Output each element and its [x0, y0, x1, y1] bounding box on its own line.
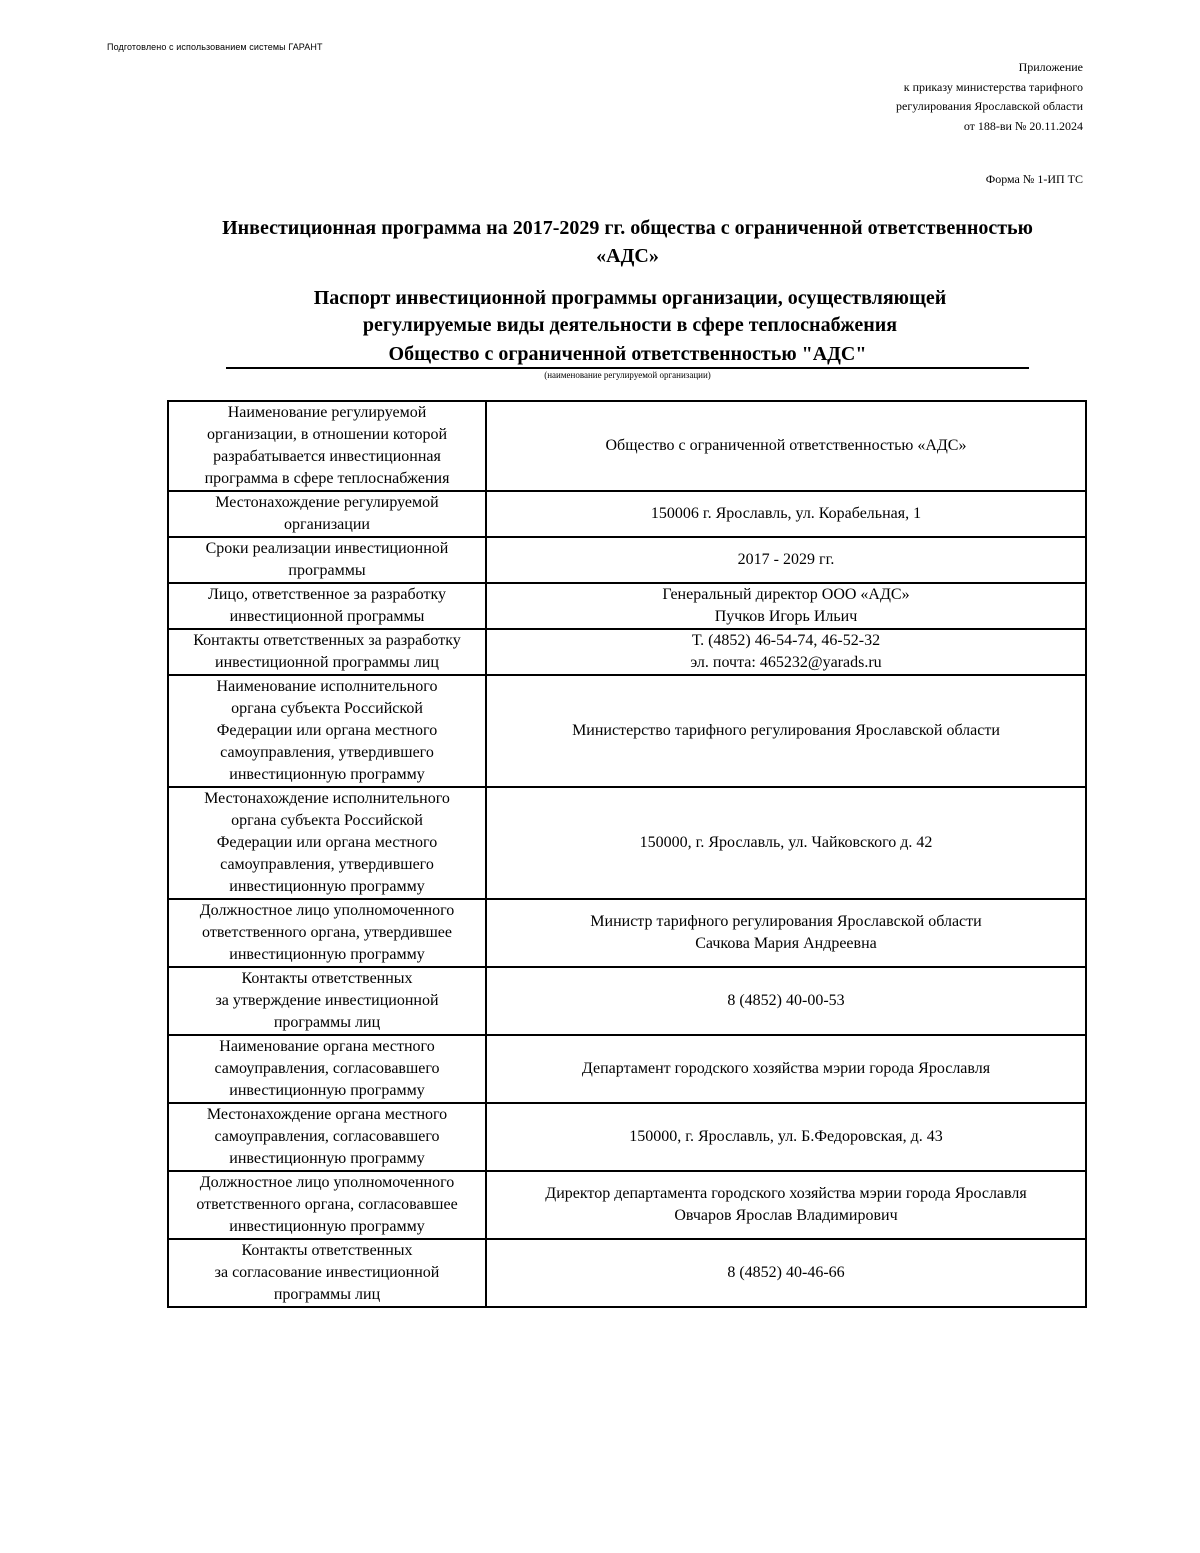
label-line: организации, в отношении которой	[207, 426, 447, 443]
label-line: Контакты ответственных	[241, 1242, 413, 1259]
label-line: за утверждение инвестиционной	[215, 992, 439, 1009]
row-label-cell	[168, 1239, 486, 1307]
row-label-cell	[168, 1171, 486, 1239]
label-line: инвестиционную программу	[229, 946, 425, 963]
row-value-cell	[486, 1171, 1086, 1239]
row-label-cell	[168, 1035, 486, 1103]
table-row	[168, 1239, 1086, 1307]
title-line: регулируемые виды деятельности в сфере теплоснабжения	[362, 314, 898, 336]
value-line: эл. почта: 465232@yarads.ru	[690, 654, 882, 671]
table-row	[168, 1035, 1086, 1103]
label-line: программы	[288, 562, 366, 579]
row-label-cell	[168, 401, 486, 491]
label-line: инвестиционную программу	[229, 1082, 425, 1099]
label-line: Контакты ответственных	[241, 970, 413, 987]
label-line: Наименование органа местного	[219, 1038, 435, 1055]
label-line: самоуправления, утвердившего	[220, 744, 434, 761]
label-line: Местонахождение регулируемой	[215, 494, 439, 511]
value-line: Овчаров Ярослав Владимирович	[674, 1207, 898, 1224]
form-number: Форма № 1-ИП ТС	[985, 172, 1083, 186]
value-line: 8 (4852) 40-46-66	[727, 1264, 845, 1281]
label-line: разрабатывается инвестиционная	[213, 448, 441, 465]
value-line: 150000, г. Ярославль, ул. Б.Федоровская, д. 43	[629, 1128, 943, 1145]
label-line: Федерации или органа местного	[216, 834, 438, 851]
table-row	[168, 629, 1086, 675]
label-line: инвестиционную программу	[229, 1150, 425, 1167]
row-label-cell	[168, 1103, 486, 1171]
label-line: самоуправления, согласовавшего	[214, 1128, 440, 1145]
label-line: органа субъекта Российской	[231, 700, 423, 717]
table-row	[168, 537, 1086, 583]
row-value-cell	[486, 1239, 1086, 1307]
label-line: самоуправления, утвердившего	[220, 856, 434, 873]
label-line: ответственного органа, согласовавшее	[196, 1196, 458, 1213]
value-line: Пучков Игорь Ильич	[714, 608, 858, 625]
value-line: Министерство тарифного регулирования Ярославской области	[572, 722, 1000, 739]
label-line: Должностное лицо уполномоченного	[199, 902, 455, 919]
table-row	[168, 401, 1086, 491]
organization-name: Общество с ограниченной ответственностью "АДС"	[226, 341, 1029, 369]
table-row	[168, 1171, 1086, 1239]
value-line: Директор департамента городского хозяйства мэрии города Ярославля	[545, 1185, 1027, 1202]
value-line: Министр тарифного регулирования Ярославской области	[590, 913, 982, 930]
row-label-cell	[168, 583, 486, 629]
garant-note: Подготовлено с использованием системы ГАРАНТ	[107, 42, 323, 52]
label-line: Лицо, ответственное за разработку	[208, 586, 446, 603]
value-line: Т. (4852) 46-54-74, 46-52-32	[691, 632, 881, 649]
table-row	[168, 967, 1086, 1035]
appendix-line: от 188-ви № 20.11.2024	[963, 118, 1083, 133]
label-line: инвестиционную программу	[229, 878, 425, 895]
label-line: программа в сфере теплоснабжения	[204, 470, 450, 487]
row-value-cell	[486, 491, 1086, 537]
label-line: программы лиц	[273, 1014, 381, 1031]
label-line: Сроки реализации инвестиционной	[205, 540, 449, 557]
row-value-cell	[486, 537, 1086, 583]
row-value-cell	[486, 583, 1086, 629]
passport-title	[200, 285, 1060, 339]
label-line: инвестиционную программу	[229, 766, 425, 783]
label-line: Наименование регулируемой	[227, 404, 427, 421]
row-label-cell	[168, 537, 486, 583]
appendix-line: Приложение	[1018, 60, 1083, 74]
label-line: организации	[284, 516, 370, 533]
row-label-cell	[168, 967, 486, 1035]
row-label-cell	[168, 675, 486, 787]
label-line: Федерации или органа местного	[216, 722, 438, 739]
label-line: Должностное лицо уполномоченного	[199, 1174, 455, 1191]
label-line: Контакты ответственных за разработку	[193, 632, 461, 649]
label-line: за согласование инвестиционной	[214, 1264, 440, 1281]
value-line: 8 (4852) 40-00-53	[727, 992, 845, 1009]
table-row	[168, 583, 1086, 629]
value-line: Сачкова Мария Андреевна	[695, 935, 877, 952]
row-value-cell	[486, 967, 1086, 1035]
value-line: 150000, г. Ярославль, ул. Чайковского д. 42	[639, 834, 933, 851]
row-value-cell	[486, 629, 1086, 675]
label-line: органа субъекта Российской	[231, 812, 423, 829]
table-row	[168, 491, 1086, 537]
row-value-cell	[486, 899, 1086, 967]
value-line: Департамент городского хозяйства мэрии города Ярославля	[581, 1060, 991, 1077]
label-line: самоуправления, согласовавшего	[214, 1060, 440, 1077]
value-line: 150006 г. Ярославль, ул. Корабельная, 1	[650, 505, 922, 522]
label-line: Местонахождение органа местного	[206, 1106, 448, 1123]
row-value-cell	[486, 1103, 1086, 1171]
label-line: ответственного органа, утвердившее	[202, 924, 452, 941]
row-value-cell	[486, 675, 1086, 787]
row-label-cell	[168, 899, 486, 967]
label-line: Местонахождение исполнительного	[204, 790, 450, 807]
row-value-cell	[486, 1035, 1086, 1103]
label-line: инвестиционной программы	[229, 608, 425, 625]
title-line: «АДС»	[596, 245, 659, 267]
label-line: программы лиц	[273, 1286, 381, 1303]
row-value-cell	[486, 787, 1086, 899]
table-row	[168, 1103, 1086, 1171]
appendix-line: к приказу министерства тарифного	[903, 79, 1083, 94]
label-line: инвестиционной программы лиц	[215, 654, 439, 671]
row-label-cell	[168, 629, 486, 675]
appendix-line: регулирования Ярославской области	[896, 99, 1083, 113]
table-row	[168, 675, 1086, 787]
appendix-block	[683, 58, 1083, 136]
document-title	[160, 214, 1095, 270]
value-line: Генеральный директор ООО «АДС»	[662, 586, 910, 603]
label-line: Наименование исполнительного	[216, 678, 438, 695]
passport-table-body	[168, 401, 1086, 1307]
passport-table	[167, 400, 1087, 1308]
value-line: 2017 - 2029 гг.	[737, 551, 835, 568]
table-row	[168, 787, 1086, 899]
value-line: Общество с ограниченной ответственностью «АДС»	[605, 437, 967, 454]
table-row	[168, 899, 1086, 967]
title-line: Инвестиционная программа на 2017-2029 гг. общества с ограниченной ответственностью	[222, 217, 1033, 239]
label-line: инвестиционную программу	[229, 1218, 425, 1235]
row-label-cell	[168, 491, 486, 537]
organization-caption: (наименование регулируемой организации)	[544, 370, 711, 380]
title-line: Паспорт инвестиционной программы организации, осуществляющей	[313, 287, 947, 309]
row-value-cell	[486, 401, 1086, 491]
row-label-cell	[168, 787, 486, 899]
